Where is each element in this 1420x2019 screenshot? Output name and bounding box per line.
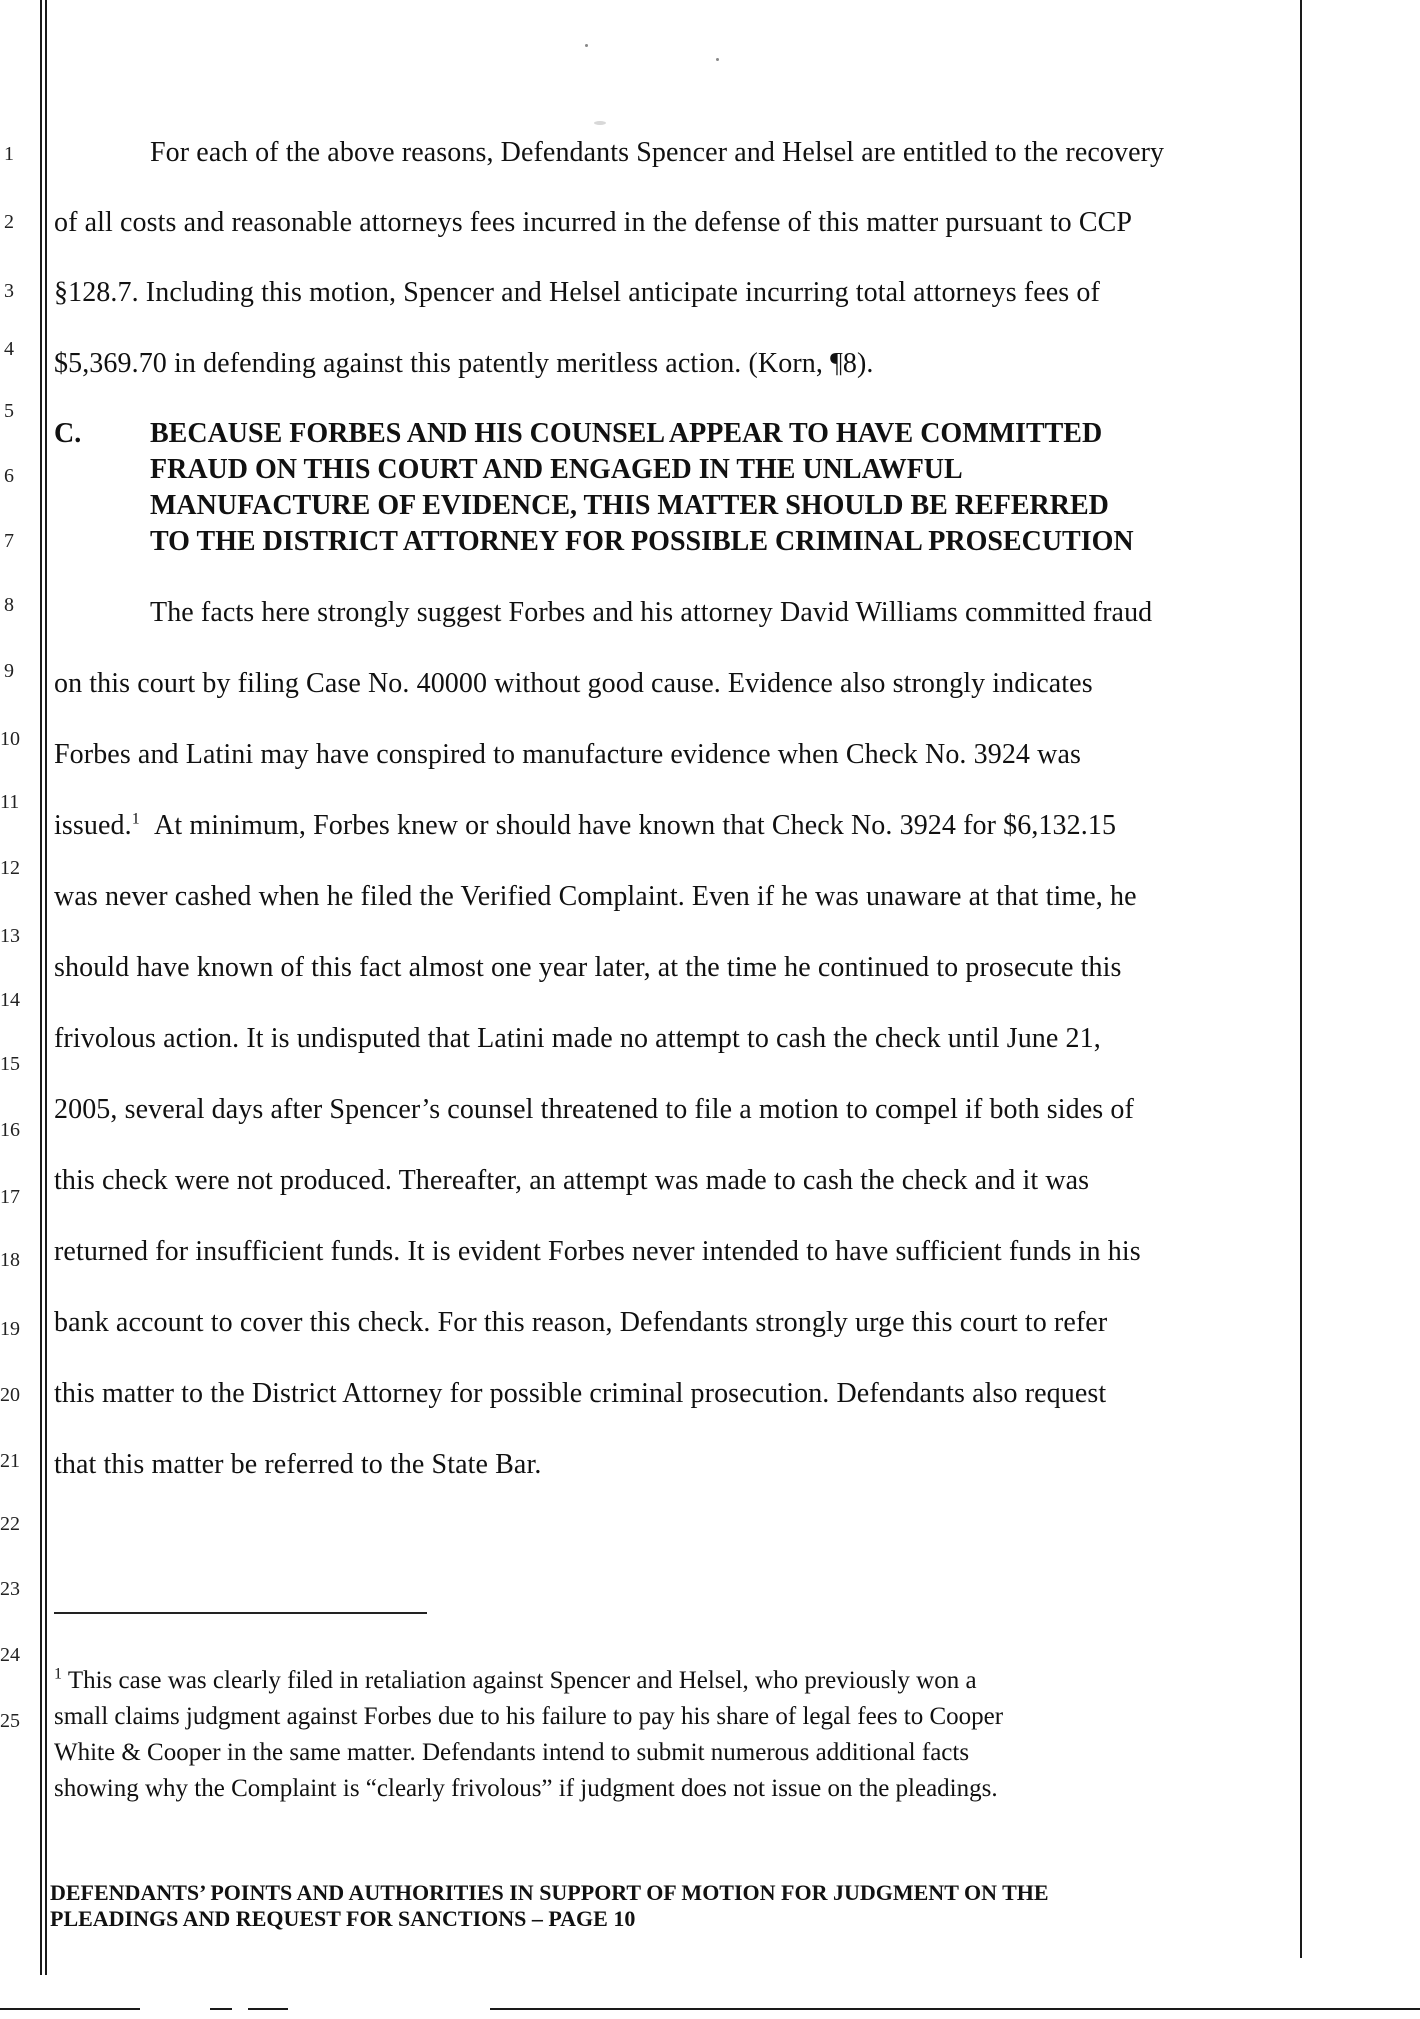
line-number-15: 15 [0, 1053, 20, 1075]
body-line-11-rest: At minimum, Forbes knew or should have known that Check No. 3924 for $6,132.15 [154, 810, 1117, 841]
body-line-16: this check were not produced. Thereafter, an attempt was made to cash the check and it was [54, 1165, 1090, 1196]
body-line-20: that this matter be referred to the State Bar. [54, 1449, 542, 1480]
line-number-10: 10 [0, 728, 20, 750]
body-line-15: 2005, several days after Spencer’s counsel threatened to file a motion to compel if both sides of [54, 1094, 1134, 1125]
body-line-13: should have known of this fact almost one year later, at the time he continued to prosecute this [54, 952, 1122, 983]
section-heading-letter: C. [54, 418, 82, 449]
body-line-17: returned for insufficient funds. It is evident Forbes never intended to have sufficient funds in his [54, 1236, 1141, 1267]
line-number-9: 9 [4, 660, 14, 682]
footnote-reference: 1 [131, 810, 140, 828]
body-line-4: $5,369.70 in defending against this patently meritless action. (Korn, ¶8). [54, 348, 874, 379]
line-number-11: 11 [0, 791, 20, 813]
section-heading-line-3: MANUFACTURE OF EVIDENCE, THIS MATTER SHOULD BE REFERRED [150, 490, 1109, 521]
line-number-22: 22 [0, 1513, 20, 1535]
body-line-12: was never cashed when he filed the Verified Complaint. Even if he was unaware at that time, he [54, 881, 1137, 912]
page-footer-line-1: DEFENDANTS’ POINTS AND AUTHORITIES IN SUPPORT OF MOTION FOR JUDGMENT ON THE [50, 1880, 1049, 1905]
line-number-2: 2 [4, 211, 14, 233]
bottom-edge-dash-2 [248, 2008, 288, 2010]
line-number-3: 3 [4, 280, 14, 302]
section-heading-line-2: FRAUD ON THIS COURT AND ENGAGED IN THE UNLAWFUL [150, 454, 963, 485]
line-number-19: 19 [0, 1318, 20, 1340]
line-number-8: 8 [4, 594, 14, 616]
line-number-14: 14 [0, 989, 20, 1011]
body-line-8: The facts here strongly suggest Forbes and his attorney David Williams committed fraud [150, 597, 1153, 628]
body-line-1: For each of the above reasons, Defendants Spencer and Helsel are entitled to the recovery [150, 137, 1165, 168]
line-number-18: 18 [0, 1249, 20, 1271]
section-heading-line-4: TO THE DISTRICT ATTORNEY FOR POSSIBLE CRIMINAL PROSECUTION [150, 526, 1134, 557]
scan-speck [585, 44, 588, 47]
line-number-5: 5 [4, 400, 14, 422]
line-number-24: 24 [0, 1644, 20, 1666]
footnote-line-2: small claims judgment against Forbes due to his failure to pay his share of legal fees to Cooper [54, 1703, 1004, 1730]
body-line-9: on this court by filing Case No. 40000 without good cause. Evidence also strongly indicates [54, 668, 1093, 699]
body-line-18: bank account to cover this check. For this reason, Defendants strongly urge this court to refer [54, 1307, 1108, 1338]
line-number-7: 7 [4, 530, 14, 552]
body-line-11-start: issued. [54, 810, 132, 841]
scan-speck [716, 58, 719, 61]
body-line-3: §128.7. Including this motion, Spencer and Helsel anticipate incurring total attorneys fees of [54, 277, 1100, 308]
line-number-6: 6 [4, 465, 14, 487]
line-number-23: 23 [0, 1578, 20, 1600]
line-number-1: 1 [4, 143, 14, 165]
right-margin-rule [1300, 0, 1302, 1958]
footnote-line-3: White & Cooper in the same matter. Defendants intend to submit numerous additional facts [54, 1739, 970, 1766]
footnote-separator [54, 1612, 427, 1614]
section-heading-line-1: BECAUSE FORBES AND HIS COUNSEL APPEAR TO HAVE COMMITTED [150, 418, 1103, 449]
line-number-17: 17 [0, 1186, 20, 1208]
line-number-12: 12 [0, 857, 20, 879]
bottom-edge-dash-1 [210, 2008, 232, 2010]
bottom-edge-line-right [490, 2008, 1420, 2010]
line-number-16: 16 [0, 1119, 20, 1141]
line-number-25: 25 [0, 1710, 20, 1732]
footnote-line-4: showing why the Complaint is “clearly frivolous” if judgment does not issue on the pleadings. [54, 1775, 998, 1802]
line-number-20: 20 [0, 1384, 20, 1406]
line-number-21: 21 [0, 1450, 20, 1472]
scan-speck [594, 121, 606, 125]
footnote-marker: 1 [54, 1665, 62, 1683]
bottom-edge-line-left [0, 2008, 140, 2010]
left-margin-rule-inner [45, 0, 47, 1975]
body-line-11 [54, 810, 1116, 842]
page-footer-line-2: PLEADINGS AND REQUEST FOR SANCTIONS – PAGE 10 [50, 1906, 636, 1931]
body-line-14: frivolous action. It is undisputed that Latini made no attempt to cash the check until June 21, [54, 1023, 1101, 1054]
body-line-19: this matter to the District Attorney for possible criminal prosecution. Defendants also request [54, 1378, 1107, 1409]
body-line-2: of all costs and reasonable attorneys fees incurred in the defense of this matter pursuant to CCP [54, 207, 1133, 238]
left-margin-rule-outer [40, 0, 42, 1975]
footnote-line-1-text: This case was clearly filed in retaliation against Spencer and Helsel, who previously won a [67, 1667, 977, 1694]
line-number-4: 4 [4, 338, 14, 360]
footnote-line-1 [54, 1667, 977, 1695]
body-line-10: Forbes and Latini may have conspired to manufacture evidence when Check No. 3924 was [54, 739, 1081, 770]
line-number-13: 13 [0, 925, 20, 947]
